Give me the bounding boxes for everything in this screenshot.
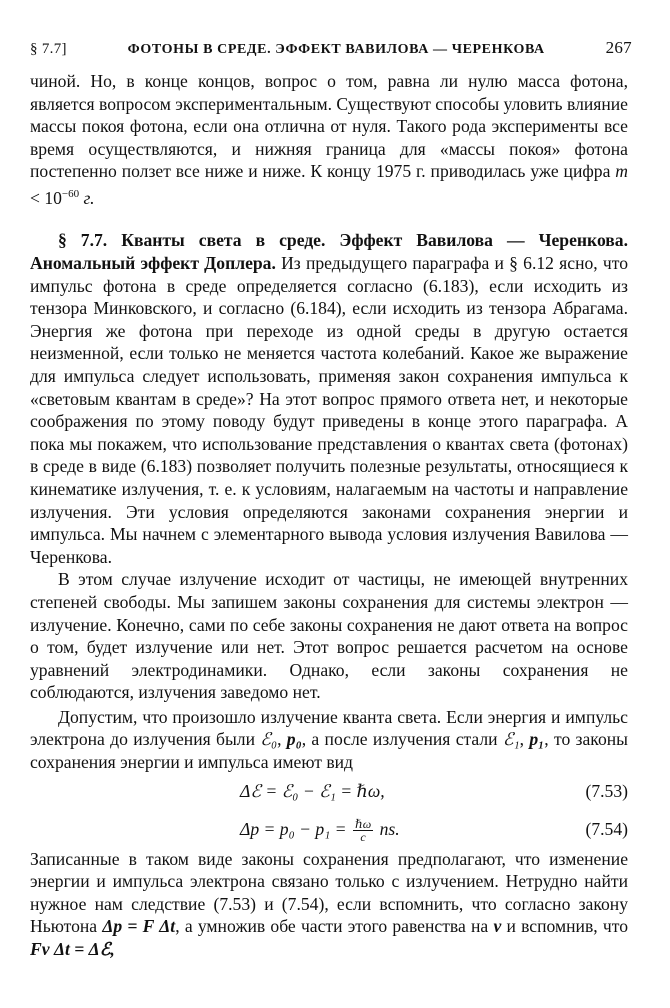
paragraph-assumption: Допустим, что произошло излучение кванта света. Если энергия и импульс электрона до излучения были ℰ₀, p₀, а после излучения стали ℰ₁, p₁, то законы сохранения энергии и импульса имеют вид bbox=[30, 706, 628, 773]
page-number: 267 bbox=[605, 38, 632, 57]
page-body bbox=[30, 70, 628, 961]
mass-symbol: m bbox=[615, 161, 628, 182]
equation-expression: Δℰ = ℰ₀ − ℰ₁ = ℏω, bbox=[240, 780, 385, 801]
paragraph-consequence: Записанные в таком виде законы сохранения предполагают, что изменение энергии и импульса электрона связано только с излучением. Нетрудно найти нужное нам следствие (7.53) и (7.54), если вспомнить, что согласно закону Ньютона Δp = F Δt, а умножив обе части этого равенства на v и вспомнив, что Fv Δt = Δℰ, bbox=[30, 848, 628, 960]
paragraph-electron-system: В этом случае излучение исходит от частицы, не имеющей внутренних степеней свободы. Мы запишем законы сохранения для системы электрон — излучение. Конечно, сами по себе законы сохранения не дают ответа на вопрос о том, будет излучение или нет. Этот вопрос решается расчетом на основе уравнений электродинамики. Однако, если законы сохранения не соблюдаются, излучения заведомо нет. bbox=[30, 569, 628, 703]
equation-number: (7.54) bbox=[585, 818, 628, 839]
equation-number: (7.53) bbox=[585, 780, 628, 801]
section-heading: § 7.7. Кванты света в среде. Эффект Вавилова — Черенкова. Аномальный эффект Доплера. bbox=[30, 230, 628, 274]
newton-law: Δp = F Δt bbox=[102, 916, 176, 937]
equation-7-54 bbox=[30, 808, 628, 848]
running-header bbox=[30, 38, 632, 58]
fraction: $\frac{\text{ℏω}}{c}$ bbox=[354, 817, 372, 845]
equation-7-53 bbox=[30, 774, 628, 808]
running-title: ФОТОНЫ В СРЕДЕ. ЭФФЕКТ ВАВИЛОВА — ЧЕРЕНКОВА bbox=[127, 42, 545, 57]
section-paragraph: § 7.7. Кванты света в среде. Эффект Вавилова — Черенкова. Аномальный эффект Доплера. Из предыдущего параграфа и § 6.12 ясно, что импульс фотона в среде определяется согласно (6.183), если исходить из тензора Минковского, и согласно (6.184), если исходить из тензора Абрагама. Энергия же фотона при переходе из одной среды в другую остается неизменной, если только не меняется частота колебаний. Какое же выражение для импульса следует использовать, применяя закон сохранения импульса к «световым квантам в среде»? На этот вопрос прямого ответа нет, и некоторые соображения по этому поводу будут приведены в конце этого параграфа. А пока мы покажем, что использование представления о квантах света (фотонах) в среде в виде (6.183) позволяет получить полезные результаты, относящиеся к кинематике излучения, т. е. к условиям, налагаемым на частоты и направление излучения. Эти условия определяются законами сохранения энергии и импульса. Мы начнем с элементарного вывода условия излучения Вавилова — Черенкова. bbox=[30, 230, 628, 567]
paragraph-continuation: чиной. Но, в конце концов, вопрос о том, равна ли нулю масса фотона, является вопросом экспериментальным. Существуют способы уловить влияние массы покоя фотона, если она отлична от нуля. Такого рода эксперименты все время осуществляются, и нижняя граница для «массы покоя» фотона постепенно ползет все ниже и ниже. К концу 1975 г. приводилась уже цифра $m < 10^{-60}$ г. bbox=[30, 71, 628, 208]
exponent: −60 bbox=[61, 187, 80, 200]
section-ref: § 7.7] bbox=[30, 41, 67, 57]
equation-expression: Δp = p₀ − p₁ = $\frac{\text{ℏω}}{c}$ ns. bbox=[240, 817, 400, 845]
